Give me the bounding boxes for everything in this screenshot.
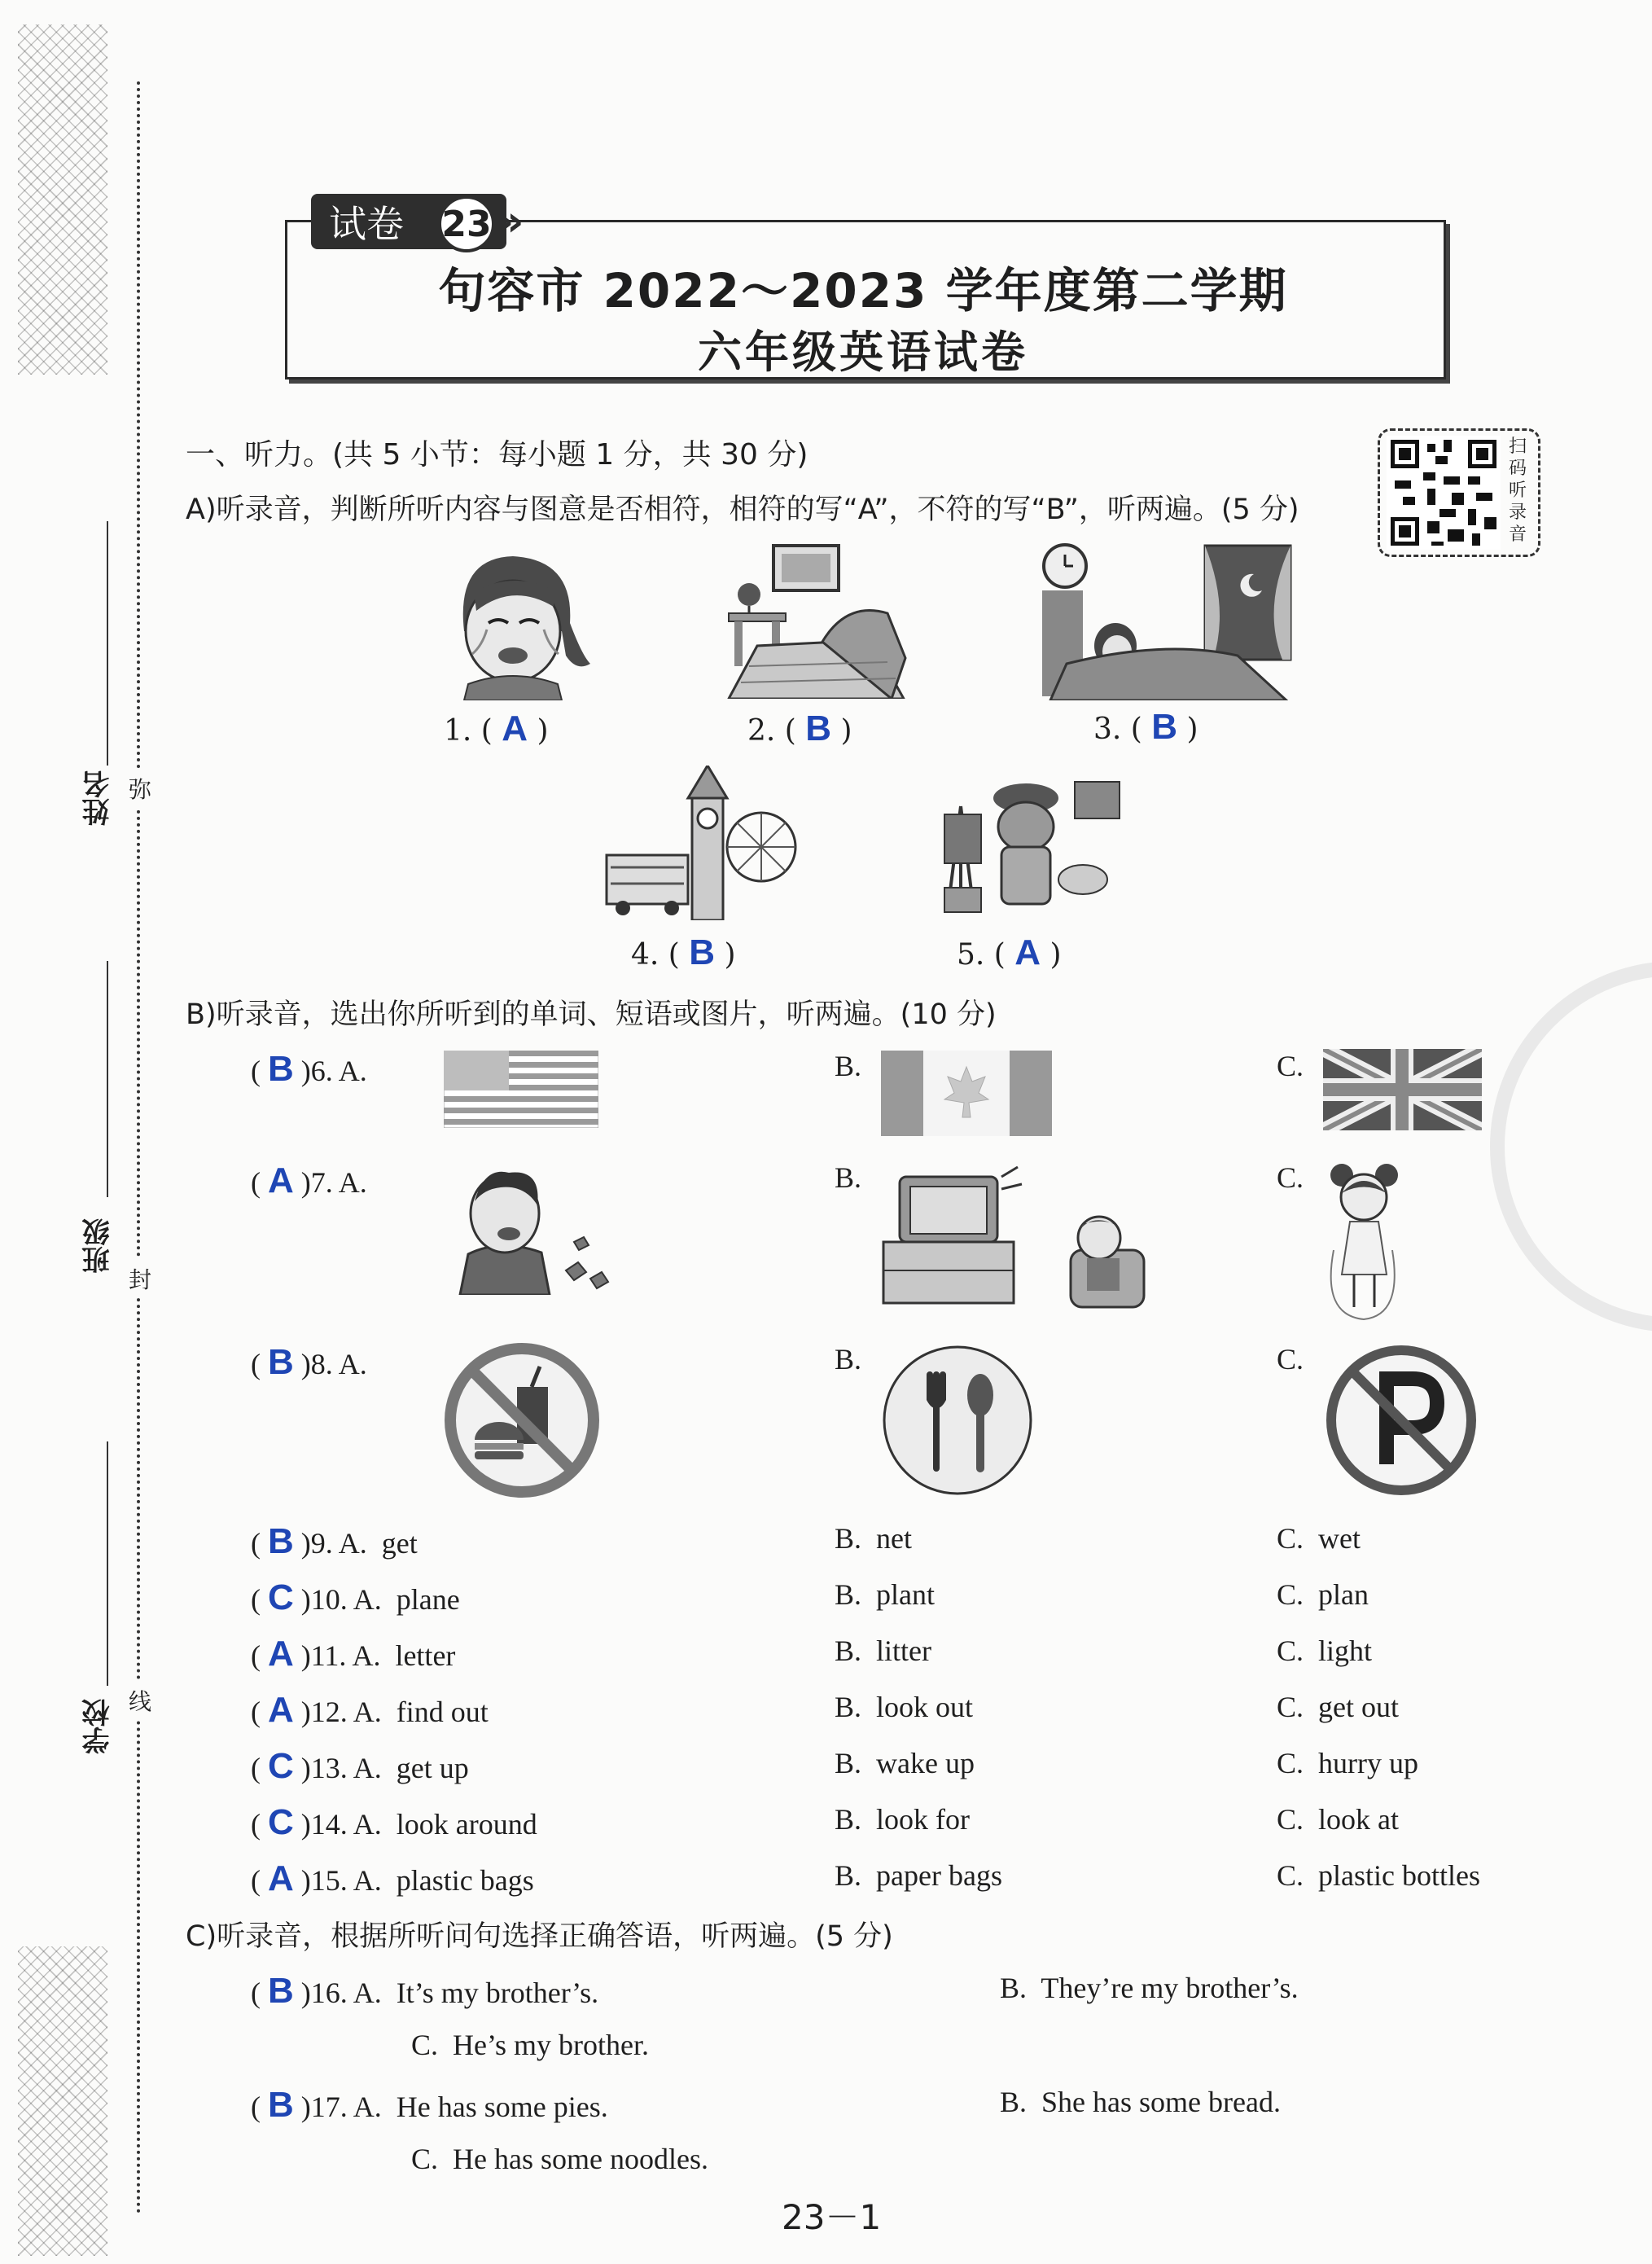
- q7-number: )7.: [300, 1166, 333, 1199]
- q12-row: ( A )12. A. find out: [251, 1690, 489, 1730]
- margin-hatch-top: [18, 24, 107, 375]
- q15-row: ( A )15. A. plastic bags: [251, 1858, 534, 1898]
- q16-option-b-row: B. They’re my brother’s.: [1000, 1972, 1299, 2004]
- seal-char-mi: 弥: [129, 769, 151, 808]
- crying-girl-image: [432, 542, 594, 700]
- q8-answer: B: [268, 1342, 294, 1382]
- q11-option-c-row: C. light: [1277, 1634, 1373, 1667]
- item-2-number: 2.: [747, 714, 776, 748]
- name-line: [107, 521, 108, 766]
- q11-option-b-row: B. litter: [835, 1634, 931, 1667]
- q14-row: ( C )14. A. look around: [251, 1802, 537, 1842]
- q11-option-a: letter: [395, 1639, 456, 1672]
- q9-row: ( B )9. A. get: [251, 1521, 418, 1561]
- q6-answer: B: [268, 1049, 294, 1089]
- q6-prefix: ( B )6. A.: [251, 1049, 367, 1089]
- item-5-label: 5. ( A ): [957, 932, 1062, 972]
- q14-number: )14.: [300, 1808, 348, 1841]
- qr-caption: 扫码听录音: [1509, 437, 1527, 545]
- page-number: 23－1: [782, 2197, 882, 2237]
- watching-tv-image: [879, 1161, 1156, 1315]
- q6-option-c-letter: C.: [1277, 1050, 1304, 1082]
- q16-option-c: He’s my brother.: [453, 2029, 649, 2061]
- q14-option-b: look for: [876, 1803, 970, 1836]
- item-2-label: 2. ( B ): [747, 709, 852, 748]
- item-3-label: 3. ( B ): [1093, 707, 1198, 747]
- q15-option-b-row: B. paper bags: [835, 1859, 1002, 1892]
- q9-number: )9.: [300, 1527, 333, 1560]
- q7-option-c-letter: C.: [1277, 1161, 1304, 1194]
- q7-answer: A: [268, 1161, 294, 1200]
- q17-option-b-row: B. She has some bread.: [1000, 2086, 1281, 2118]
- q6-option-a-letter: A.: [338, 1055, 367, 1087]
- q16-answer: B: [268, 1971, 294, 2011]
- q15-option-c: plastic bottles: [1318, 1859, 1480, 1892]
- class-label: 班级: [78, 1213, 118, 1279]
- q16-option-b: They’re my brother’s.: [1041, 1972, 1299, 2004]
- paper-number-badge: 23: [438, 195, 495, 252]
- painting-bear-image: [928, 766, 1124, 920]
- q11-option-b: litter: [876, 1634, 931, 1667]
- q17-row: ( B )17. A. He has some pies.: [251, 2085, 608, 2125]
- q10-answer: C: [268, 1577, 294, 1617]
- q6-option-b-letter: B.: [835, 1050, 862, 1082]
- qr-code-box: [1378, 428, 1540, 557]
- q10-option-c-row: C. plan: [1277, 1578, 1369, 1611]
- school-label: 学校: [78, 1694, 118, 1759]
- q7-prefix: ( A )7. A.: [251, 1161, 367, 1200]
- q16-option-a: It’s my brother’s.: [396, 1977, 599, 2009]
- school-line: [107, 1441, 108, 1686]
- item-4-label: 4. ( B ): [631, 932, 736, 972]
- q13-option-c-row: C. hurry up: [1277, 1747, 1418, 1779]
- q12-option-c-row: C. get out: [1277, 1691, 1399, 1723]
- q11-option-c: light: [1318, 1634, 1373, 1667]
- q7-option-b-letter: B.: [835, 1161, 862, 1194]
- q13-option-c: hurry up: [1318, 1747, 1418, 1779]
- q9-option-b-row: B. net: [835, 1522, 912, 1555]
- q12-number: )12.: [300, 1696, 348, 1728]
- q13-option-a: get up: [396, 1752, 469, 1784]
- sleeping-night-image: [1042, 542, 1295, 700]
- q12-option-a: find out: [396, 1696, 489, 1728]
- part-c-instruction: C)听录音，根据所听问句选择正确答语，听两遍。(5 分): [186, 1920, 893, 1953]
- item-4-answer: B: [689, 932, 716, 972]
- item-1-number: 1.: [444, 714, 472, 748]
- qr-code-icon: [1387, 436, 1501, 550]
- q8-number: )8.: [300, 1348, 333, 1380]
- q9-answer: B: [268, 1521, 294, 1561]
- q17-option-c: He has some noodles.: [453, 2143, 708, 2175]
- q9-option-b: net: [876, 1522, 912, 1555]
- q17-option-b: She has some bread.: [1041, 2086, 1281, 2118]
- q13-option-b-row: B. wake up: [835, 1747, 975, 1779]
- q15-answer: A: [268, 1858, 294, 1898]
- q16-option-c-row: C. He’s my brother.: [411, 2029, 649, 2061]
- q6-number: )6.: [300, 1055, 333, 1087]
- item-3-number: 3.: [1093, 713, 1122, 746]
- q15-option-a: plastic bags: [396, 1864, 534, 1897]
- q17-option-a: He has some pies.: [396, 2091, 608, 2123]
- class-line: [107, 961, 108, 1197]
- q9-option-c-row: C. wet: [1277, 1522, 1361, 1555]
- q14-option-a: look around: [396, 1808, 537, 1841]
- q15-option-b: paper bags: [876, 1859, 1002, 1892]
- jumping-rope-image: [1317, 1161, 1407, 1323]
- q14-option-b-row: B. look for: [835, 1803, 970, 1836]
- q8-option-b-letter: B.: [835, 1343, 862, 1376]
- part-a-instruction: A)听录音，判断所听内容与图意是否相符，相符的写“A”，不符的写“B”，听两遍。(5 分): [186, 494, 1299, 526]
- q16-number: )16.: [300, 1977, 348, 2009]
- section-heading: 一、听力。(共 5 小节：每小题 1 分，共 30 分): [186, 438, 808, 472]
- q17-option-c-row: C. He has some noodles.: [411, 2143, 708, 2175]
- q14-option-c-row: C. look at: [1277, 1803, 1399, 1836]
- q10-number: )10.: [300, 1583, 348, 1616]
- item-4-number: 4.: [631, 938, 659, 972]
- q13-option-b: wake up: [876, 1747, 975, 1779]
- item-1-answer: A: [502, 709, 528, 748]
- q10-option-b-row: B. plant: [835, 1578, 935, 1611]
- q17-number: )17.: [300, 2091, 348, 2123]
- q14-option-c: look at: [1318, 1803, 1399, 1836]
- q10-row: ( C )10. A. plane: [251, 1577, 460, 1617]
- eating-sweets-image: [452, 1156, 627, 1295]
- q8-option-a-letter: A.: [338, 1348, 367, 1380]
- q10-option-c: plan: [1318, 1578, 1369, 1611]
- no-parking-sign-image: [1323, 1342, 1479, 1498]
- name-label: 姓名: [78, 766, 118, 831]
- q11-row: ( A )11. A. letter: [251, 1634, 456, 1674]
- q15-number: )15.: [300, 1864, 348, 1897]
- item-3-answer: B: [1151, 707, 1178, 747]
- canada-flag-image: [881, 1051, 1052, 1136]
- tag-label: 试卷: [329, 202, 404, 246]
- q16-row: ( B )16. A. It’s my brother’s.: [251, 1971, 599, 2011]
- q9-option-a: get: [381, 1527, 418, 1560]
- item-5-number: 5.: [957, 938, 985, 972]
- q11-number: )11.: [300, 1639, 347, 1672]
- q9-option-c: wet: [1318, 1522, 1361, 1555]
- q8-option-c-letter: C.: [1277, 1343, 1304, 1376]
- q12-answer: A: [268, 1690, 294, 1730]
- q15-option-c-row: C. plastic bottles: [1277, 1859, 1480, 1892]
- watermark-circle: [1490, 961, 1652, 1332]
- q12-option-b: look out: [876, 1691, 974, 1723]
- item-1-label: 1. ( A ): [444, 709, 549, 748]
- q14-answer: C: [268, 1802, 294, 1842]
- bedroom-image: [725, 544, 908, 699]
- seal-char-feng: 封: [129, 1259, 151, 1298]
- q17-answer: B: [268, 2085, 294, 2125]
- q10-option-a: plane: [396, 1583, 460, 1616]
- dining-sign-image: [879, 1342, 1036, 1498]
- q7-option-a-letter: A.: [338, 1166, 367, 1199]
- q13-number: )13.: [300, 1752, 348, 1784]
- part-b-instruction: B)听录音，选出你所听到的单词、短语或图片，听两遍。(10 分): [186, 998, 997, 1031]
- q11-answer: A: [268, 1634, 294, 1674]
- binding-dotted-line: [137, 81, 140, 2215]
- item-5-answer: A: [1014, 932, 1041, 972]
- page-title: 句容市 2022～2023 学年度第二学期: [438, 263, 1288, 318]
- q13-answer: C: [268, 1746, 294, 1786]
- margin-hatch-bottom: [18, 1946, 107, 2256]
- no-food-sign-image: [444, 1342, 600, 1498]
- london-landmarks-image: [603, 766, 798, 920]
- q12-option-c: get out: [1318, 1691, 1399, 1723]
- chevron-right-icon: »: [497, 197, 524, 246]
- usa-flag-image: [444, 1051, 598, 1128]
- seal-char-xian: 线: [129, 1681, 151, 1720]
- uk-flag-image: [1323, 1049, 1482, 1130]
- item-2-answer: B: [805, 709, 832, 748]
- q13-row: ( C )13. A. get up: [251, 1746, 469, 1786]
- q10-option-b: plant: [876, 1578, 935, 1611]
- q12-option-b-row: B. look out: [835, 1691, 974, 1723]
- page-subtitle: 六年级英语试卷: [698, 327, 1028, 378]
- q8-prefix: ( B )8. A.: [251, 1342, 367, 1382]
